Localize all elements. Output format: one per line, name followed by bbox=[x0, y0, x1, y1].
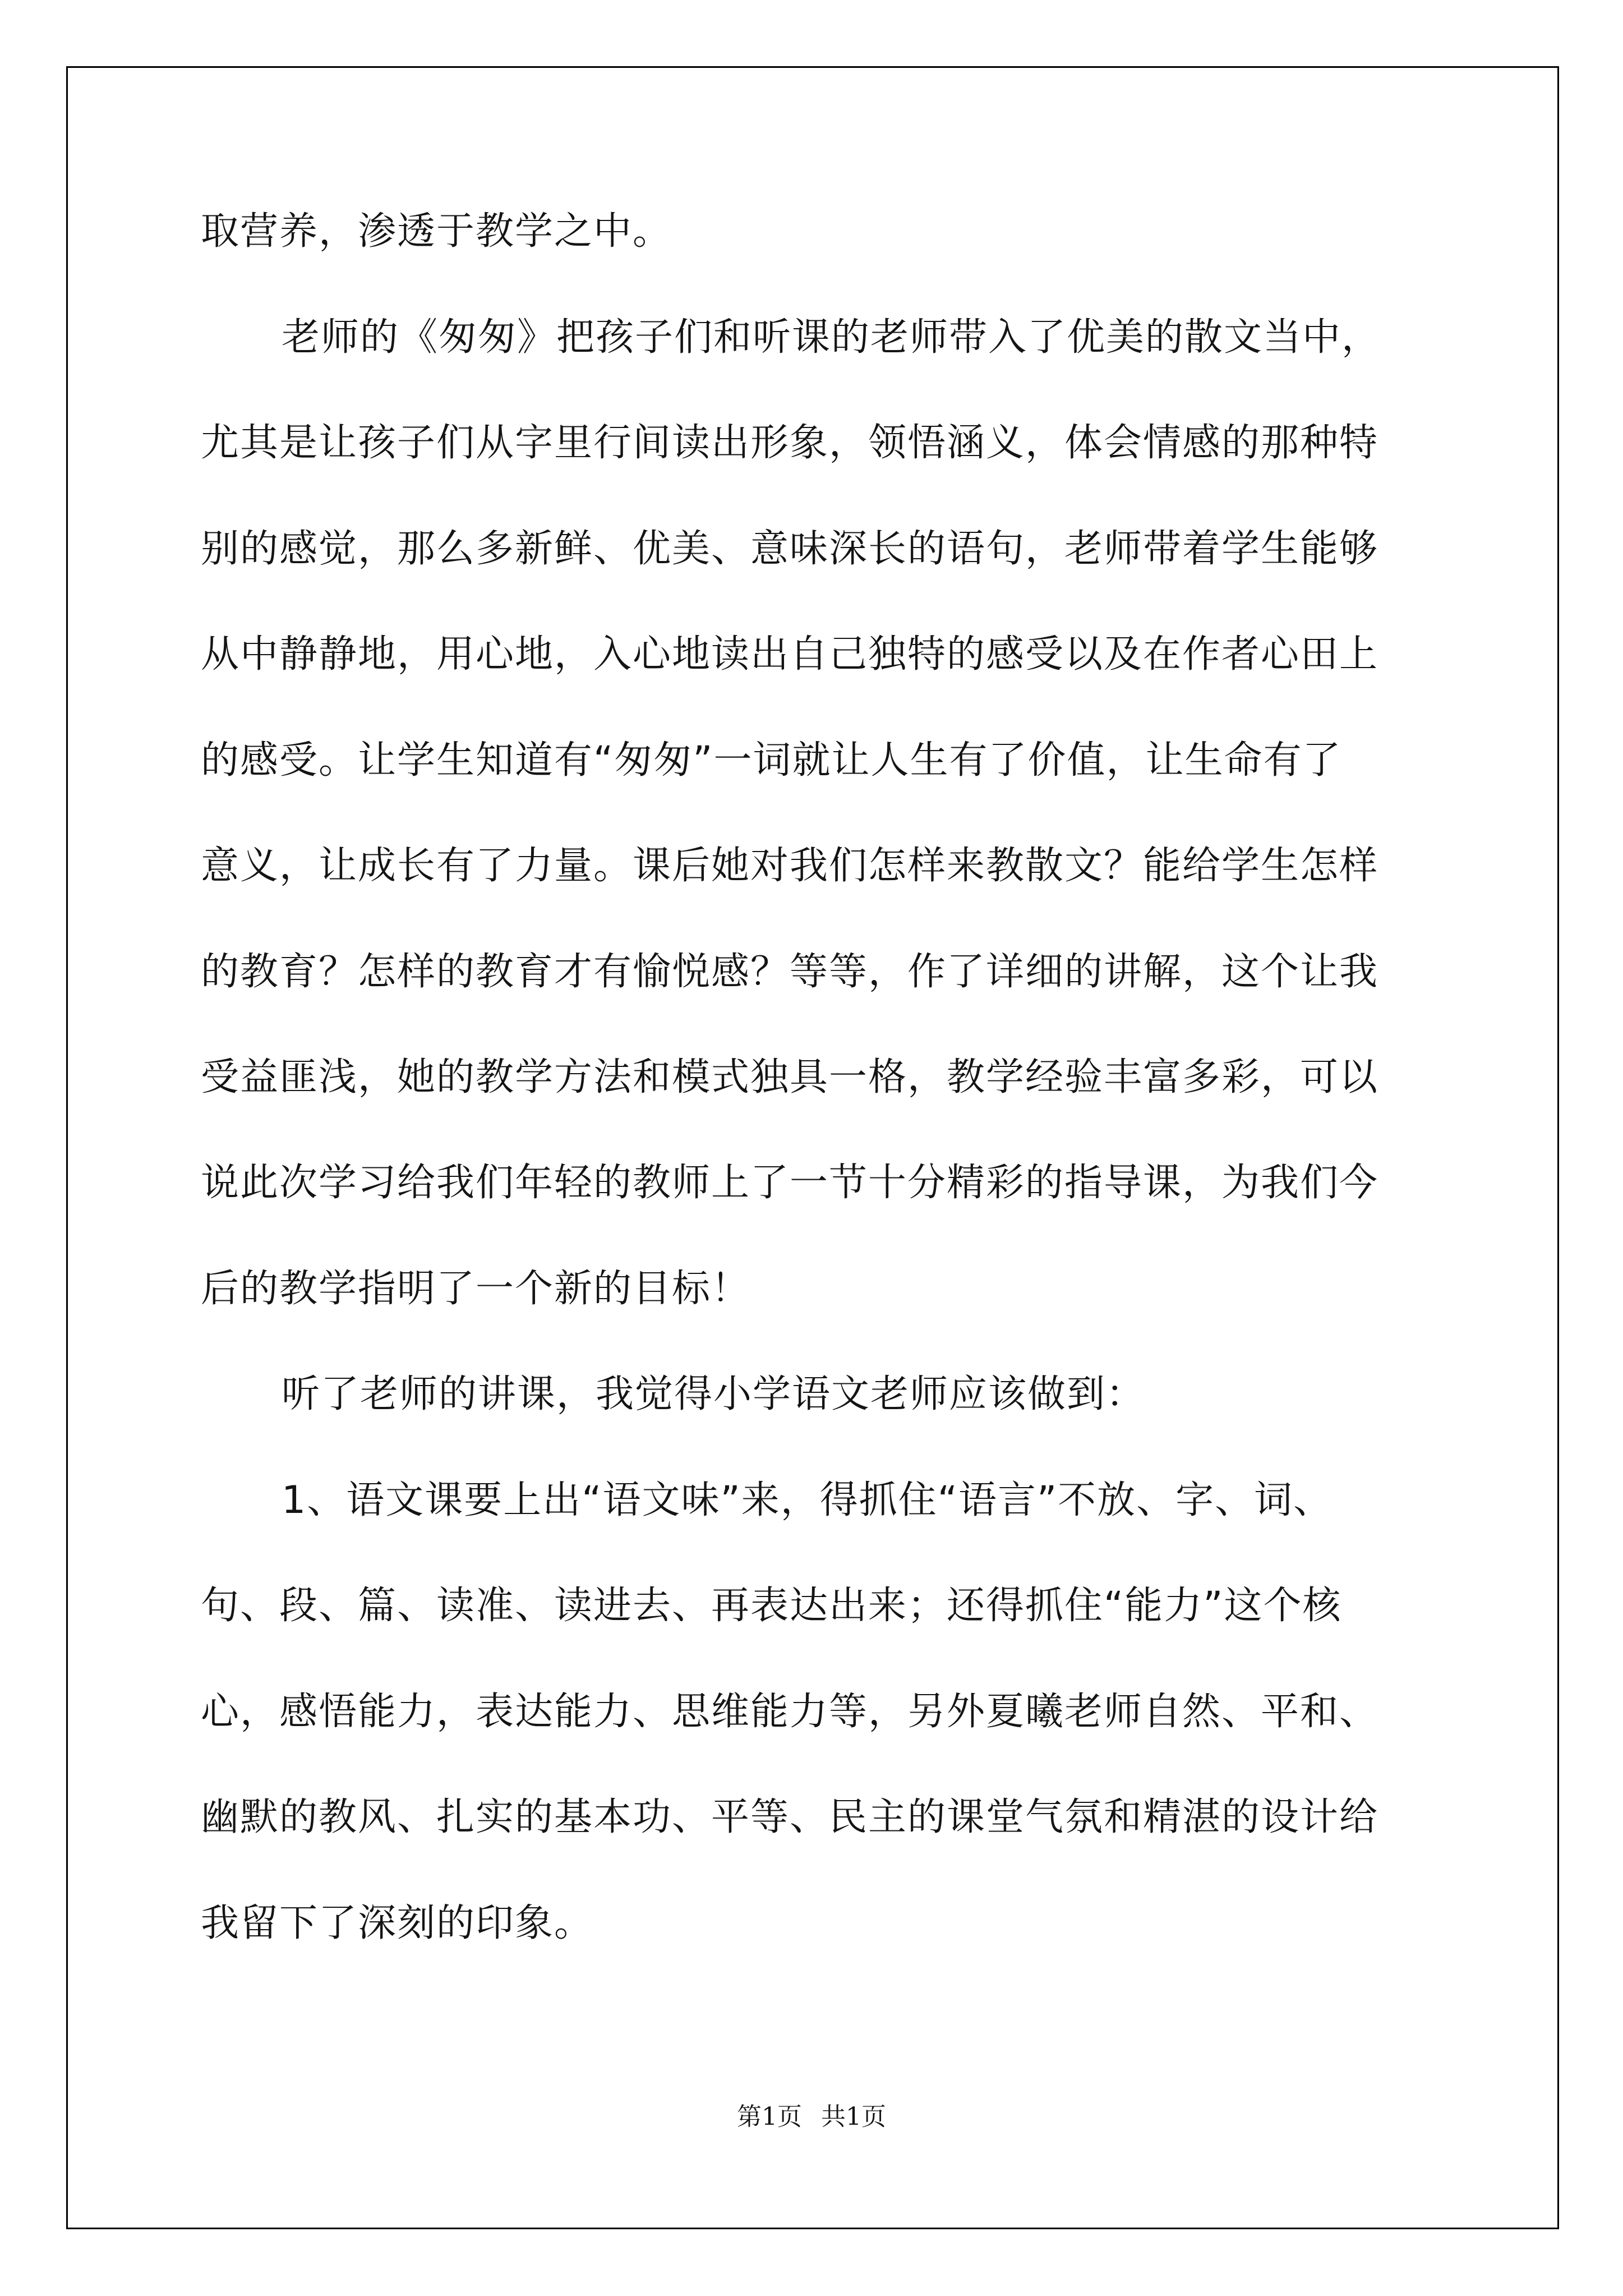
text-line: 1、语文课要上出“语文味”来，得抓住“语言”不放、字、词、 bbox=[282, 1478, 1333, 1522]
text-line: 后的教学指明了一个新的目标！ bbox=[201, 1267, 751, 1311]
page-number-total: 共1页 bbox=[821, 2102, 886, 2131]
text-line: 受益匪浅，她的教学方法和模式独具一格，教学经验丰富多彩，可以 bbox=[201, 1055, 1379, 1099]
text-line: 的教育？怎样的教育才有愉悦感？等等，作了详细的讲解，这个让我 bbox=[201, 950, 1379, 994]
text-line: 别的感觉，那么多新鲜、优美、意味深长的语句，老师带着学生能够 bbox=[201, 527, 1379, 571]
text-line: 的感受。让学生知道有“匆匆”一词就让人生有了价值，让生命有了 bbox=[201, 738, 1342, 783]
text-line: 老师的《匆匆》把孩子们和听课的老师带入了优美的散文当中， bbox=[282, 315, 1381, 360]
text-line: 尤其是让孩子们从字里行间读出形象，领悟涵义，体会情感的那种特 bbox=[201, 421, 1379, 465]
text-line: 心，感悟能力，表达能力、思维能力等，另外夏曦老师自然、平和、 bbox=[201, 1690, 1379, 1734]
page-footer bbox=[0, 2101, 1623, 2133]
text-line: 听了老师的讲课，我觉得小学语文老师应该做到： bbox=[282, 1372, 1146, 1416]
page-number-current: 第1页 bbox=[737, 2102, 802, 2131]
text-line: 意义，让成长有了力量。课后她对我们怎样来教散文？能给学生怎样 bbox=[201, 844, 1379, 888]
text-line: 取营养，渗透于教学之中。 bbox=[201, 209, 672, 254]
text-line: 说此次学习给我们年轻的教师上了一节十分精彩的指导课，为我们今 bbox=[201, 1161, 1379, 1205]
text-line: 幽默的教风、扎实的基本功、平等、民主的课堂气氛和精湛的设计给 bbox=[201, 1795, 1379, 1839]
text-line: 句、段、篇、读准、读进去、再表达出来；还得抓住“能力”这个核 bbox=[201, 1584, 1342, 1628]
text-line: 从中静静地，用心地，入心地读出自己独特的感受以及在作者心田上 bbox=[201, 632, 1379, 677]
text-line: 我留下了深刻的印象。 bbox=[201, 1901, 594, 1945]
